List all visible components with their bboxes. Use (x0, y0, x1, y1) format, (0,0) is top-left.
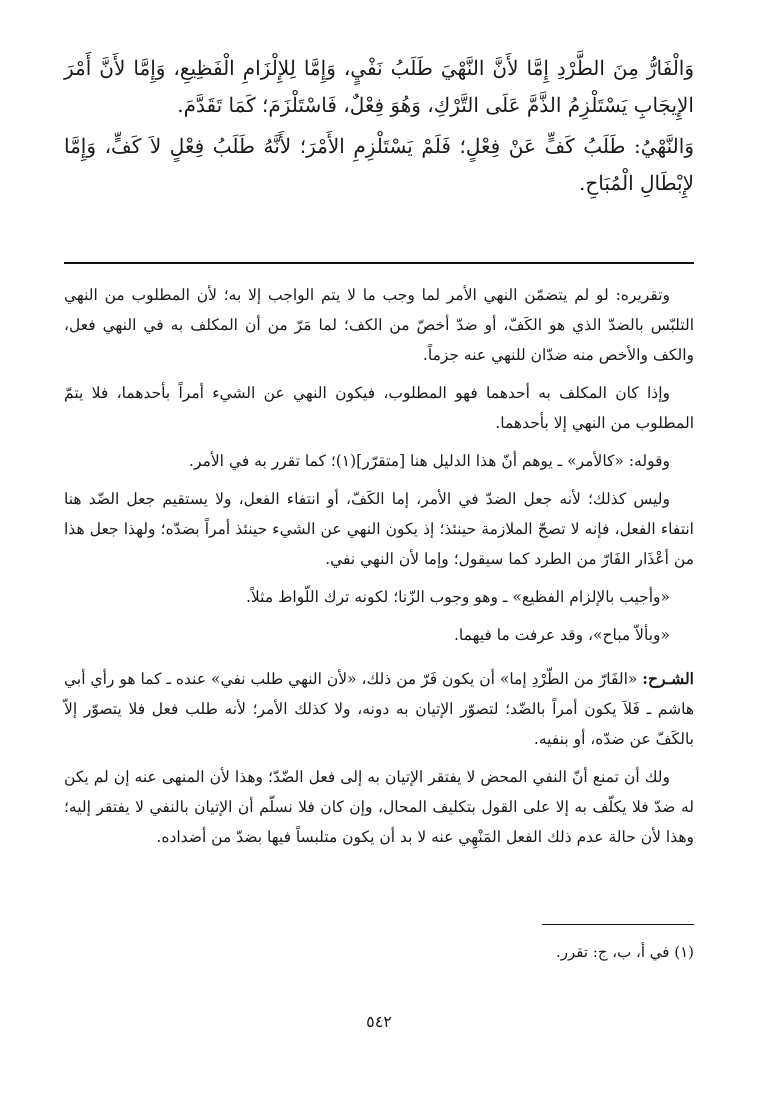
body-paragraph-6: «وبألاّ مباح»، وقد عرفت ما فيهما. (453, 626, 670, 644)
matn-paragraph-1: وَالْفَارُّ مِنَ الطَّرْدِ إِمَّا لأَنَّ النَّهْيَ طَلَبُ نَفْيٍ، وَإِمَّا لِلإِلْزَامِ الْفَظِيعِ، وَإِمَّا لأَنَّ أَمْرَ الإِيجَابِ يَسْتَلْزِمُ الذَّمَّ عَلَى التَّرْكِ، وَهُوَ فِعْلٌ، فَاسْتَلْزَمَ؛ كَمَا تَقَدَّمَ. (64, 56, 694, 117)
body-paragraph-2: وإذا كان المكلف به أحدهما فهو المطلوب، فيكون النهي عن الشيء أمراً بأحدهما، فلا يتمّ المطلوب من النهي إلا بأحدهما. (64, 384, 694, 432)
body-paragraph-1: وتقريره: لو لم يتضمّن النهي الأمر لما وجب ما لا يتم الواجب إلا به؛ لأن المطلوب من النهي التلبّس بالضدّ الذي هو الكَفّ، أو ضدّ أخصّ من الكف؛ لما مَرّ من أن المكلف به في النهي فعل، والكف والأخص منه ضدّان للنهي عنه جزماً. (64, 286, 694, 364)
body-paragraph-4: وليس كذلك؛ لأنه جعل الضدّ في الأمر، إما الكَفّ، أو انتفاء الفعل، ولا يستقيم جعل الضّد هنا انتفاء الفعل، فإنه لا تصحّ الملازمة حينئذ؛ إذ يكون النهي عن الشيء حينئذ أمراً بضدّه؛ ولهذا جعل هذا من أعْذَار الفَارّ من الطرد كما سيقول؛ وإما لأن النهي نفي. (64, 490, 694, 568)
body-paragraph-5: «وأجيب بالإلزام الفظيع» ـ وهو وجوب الزّنا؛ لكونه ترك اللّواط مثلاً. (245, 588, 670, 606)
matn-paragraph-2: وَالنَّهْيُ: طَلَبُ كَفٍّ عَنْ فِعْلٍ؛ فَلَمْ يَسْتَلْزِمِ الأَمْرَ؛ لأَنَّهُ طَلَبُ فِعْلٍ لاَ كَفٍّ، وَإِمَّا لإِبْطَالِ الْمُبَاحِ. (64, 134, 694, 195)
sharh-text: «الفَارّ من الطّرْدِ إما» أن يكون فَرّ من ذلك، «لأن النهي طلب نفي» عنده ـ كما هو رأي أبي هاشم ـ فَلاَ يكون أمراً بالضّد؛ لتصوّر الإتيان به دونه، ولا كذلك الأمر؛ لأنه طلب فعل فلا يتصوّر إلاّ بالكَفّ عن ضدّه، أو بنفيه. (64, 670, 694, 748)
body-paragraph-3: وقوله: «كالأمر» ـ يوهم أنّ هذا الدليل هنا [متقرّر](١)؛ كما تقرر به في الأمر. (189, 452, 670, 470)
commentary-block (64, 280, 694, 860)
page-number: ٥٤٢ (366, 1012, 392, 1031)
footnote-separator-rule (542, 924, 694, 925)
sharh-lead: الشـرح: (642, 669, 694, 688)
sharh-paragraph (64, 664, 694, 754)
matn-block (64, 50, 694, 206)
body-paragraph-7: ولك أن تمنع أنّ النفي المحض لا يفتقر الإتيان به إلى فعل الضّدّ؛ وهذا لأن المنهى عنه إن لم يكن له ضدّ فلا يكلّف به إلا على القول بتكليف المحال، وإن كان فلا نسلّم أن الإتيان بالنفي لا يفتقر إليه؛ وهذا لأن حالة عدم ذلك الفعل المَنْهِي عنه لا بد أن يكون متلبساً فيها بضدّ من أضداده. (64, 768, 694, 846)
matn-separator-rule (64, 262, 694, 264)
footnote: (١) في أ، ب، ج: تقرر. (555, 943, 694, 961)
